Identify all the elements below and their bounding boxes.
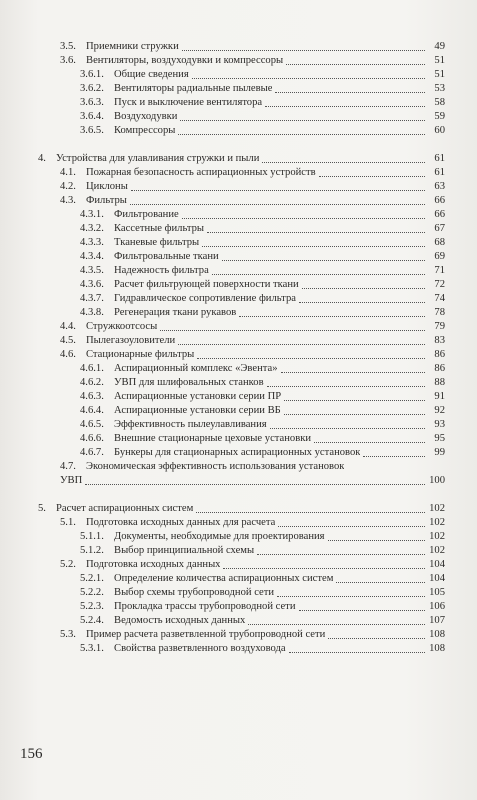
toc-entry-page: 78: [434, 307, 445, 318]
toc-entry-title: Регенерация ткани рукавов: [114, 307, 237, 318]
toc-leader: [328, 540, 425, 541]
toc-entry-title: Тканевые фильтры: [114, 237, 200, 248]
toc-entry-number: 4.3.4.: [80, 251, 104, 262]
toc-leader: [160, 330, 425, 331]
toc-entry-page: 108: [429, 643, 445, 654]
toc-entry-page: 108: [429, 629, 445, 640]
toc-leader: [299, 610, 425, 611]
toc-leader: [178, 134, 425, 135]
toc-entry: [0, 586, 477, 600]
toc-entry-title: Пылегазоуловители: [86, 335, 176, 346]
toc-leader: [319, 176, 425, 177]
toc-entry-page: 86: [434, 363, 445, 374]
toc-entry-title: УВП: [60, 475, 83, 486]
toc-entry: [0, 628, 477, 642]
toc-entry: [0, 502, 477, 516]
toc-leader: [281, 372, 425, 373]
toc-entry-page: 61: [434, 167, 445, 178]
toc-leader: [278, 526, 425, 527]
toc-entry-number: 5.: [38, 503, 46, 514]
toc-entry-number: 4.7.: [60, 461, 76, 472]
toc-entry-page: 99: [434, 447, 445, 458]
toc-entry-number: 5.1.1.: [80, 531, 104, 542]
toc-entry-page: 102: [429, 531, 445, 542]
toc-entry-page: 95: [434, 433, 445, 444]
toc-entry-page: 102: [429, 545, 445, 556]
toc-entry-page: 66: [434, 209, 445, 220]
toc-entry-title: Эффективность пылеулавливания: [114, 419, 267, 430]
toc-entry-page: 66: [434, 195, 445, 206]
toc-entry: [0, 320, 477, 334]
toc-entry-number: 4.6.1.: [80, 363, 104, 374]
toc-entry-page: 61: [434, 153, 445, 164]
toc-entry-page: 49: [434, 41, 445, 52]
toc-entry: [0, 124, 477, 138]
toc-entry-title: Документы, необходимые для проектирования: [114, 531, 325, 542]
toc-entry: [0, 614, 477, 628]
toc-entry-page: 88: [434, 377, 445, 388]
toc-entry-number: 3.6.3.: [80, 97, 104, 108]
toc-entry-title: Бункеры для стационарных аспирационных установок: [114, 447, 361, 458]
toc-entry: [0, 194, 477, 208]
toc-leader: [182, 218, 425, 219]
toc-entry-title: Стружкоотсосы: [86, 321, 158, 332]
toc-entry-page: 107: [429, 615, 445, 626]
toc-entry-page: 51: [434, 55, 445, 66]
toc-entry-number: 3.6.5.: [80, 125, 104, 136]
toc-leader: [196, 512, 425, 513]
toc-entry: [0, 96, 477, 110]
toc-entry-title: Выбор принципиальной схемы: [114, 545, 255, 556]
toc-entry-number: 4.1.: [60, 167, 76, 178]
toc-entry-page: 69: [434, 251, 445, 262]
toc-entry: [0, 390, 477, 404]
toc-entry-title: УВП для шлифовальных станков: [114, 377, 264, 388]
toc-entry-number: 4.3.8.: [80, 307, 104, 318]
toc-entry-number: 4.6.4.: [80, 405, 104, 416]
toc-entry: [0, 166, 477, 180]
toc-entry: [0, 404, 477, 418]
toc-entry-number: 4.3.: [60, 195, 76, 206]
toc-leader: [284, 414, 425, 415]
toc-entry: [0, 40, 477, 54]
toc-entry-title: Фильтрование: [114, 209, 179, 220]
toc-entry-page: 83: [434, 335, 445, 346]
toc-entry-number: 5.3.1.: [80, 643, 104, 654]
toc-entry-page: 93: [434, 419, 445, 430]
toc-entry-page: 79: [434, 321, 445, 332]
toc-entry: [0, 362, 477, 376]
toc-entry-number: 4.6.3.: [80, 391, 104, 402]
toc-entry-title: Воздуходувки: [114, 111, 178, 122]
toc-leader: [85, 484, 425, 485]
toc-entry: [0, 558, 477, 572]
toc-entry-title: Подготовка исходных данных: [86, 559, 221, 570]
toc-entry-title: Пожарная безопасность аспирационных устройств: [86, 167, 316, 178]
toc-entry-title: Приемники стружки: [86, 41, 179, 52]
toc-entry-title: Ведомость исходных данных: [114, 615, 246, 626]
toc-entry-number: 3.6.: [60, 55, 76, 66]
toc-leader: [178, 344, 425, 345]
toc-entry-title: Аспирационный комплекс «Эвента»: [114, 363, 278, 374]
toc-entry: [0, 54, 477, 68]
toc-entry-number: 4.2.: [60, 181, 76, 192]
toc-leader: [289, 652, 425, 653]
toc-entry-page: 106: [429, 601, 445, 612]
toc-entry: [0, 572, 477, 586]
toc-entry-number: 4.3.3.: [80, 237, 104, 248]
toc-leader: [192, 78, 425, 79]
toc-entry-number: 4.: [38, 153, 46, 164]
toc-entry-number: 4.4.: [60, 321, 76, 332]
toc-entry-title: Фильтры: [86, 195, 127, 206]
toc-entry: [0, 180, 477, 194]
toc-leader: [248, 624, 425, 625]
toc-entry-page: 63: [434, 181, 445, 192]
toc-entry-title: Устройства для улавливания стружки и пыли: [56, 153, 260, 164]
toc-entry-number: 4.6.7.: [80, 447, 104, 458]
toc-entry-number: 4.6.: [60, 349, 76, 360]
toc-entry: [0, 152, 477, 166]
toc-leader: [131, 190, 425, 191]
toc-entry-page: 102: [429, 517, 445, 528]
toc-entry-title: Аспирационные установки серии ВБ: [114, 405, 281, 416]
toc-entry-page: 60: [434, 125, 445, 136]
toc-entry: [0, 418, 477, 432]
toc-leader: [267, 386, 425, 387]
toc-entry-title: Пуск и выключение вентилятора: [114, 97, 263, 108]
toc-entry-page: 68: [434, 237, 445, 248]
toc-entry: [0, 474, 477, 488]
toc-leader: [180, 120, 425, 121]
toc-entry-title: Выбор схемы трубопроводной сети: [114, 587, 275, 598]
toc-entry: [0, 642, 477, 656]
toc-leader: [182, 50, 425, 51]
toc-entry-number: 5.2.2.: [80, 587, 104, 598]
toc-leader: [336, 582, 425, 583]
toc-entry-title: Аспирационные установки серии ПР: [114, 391, 282, 402]
toc-entry: [0, 530, 477, 544]
toc-entry-page: 59: [434, 111, 445, 122]
toc-entry: [0, 236, 477, 250]
toc-entry-number: 4.3.5.: [80, 265, 104, 276]
toc-entry-page: 100: [429, 475, 445, 486]
toc-entry-number: 3.5.: [60, 41, 76, 52]
toc-entry-number: 4.6.2.: [80, 377, 104, 388]
toc-entry-number: 4.3.1.: [80, 209, 104, 220]
toc-leader: [239, 316, 425, 317]
toc-leader: [314, 442, 425, 443]
toc-entry: [0, 544, 477, 558]
toc-entry: [0, 250, 477, 264]
toc-entry: [0, 208, 477, 222]
toc-entry-number: 5.2.1.: [80, 573, 104, 584]
toc-entry-number: 5.1.2.: [80, 545, 104, 556]
toc-entry-number: 4.6.6.: [80, 433, 104, 444]
toc-entry-number: 5.1.: [60, 517, 76, 528]
toc-entry-title: Свойства разветвленного воздуховода: [114, 643, 286, 654]
toc-entry-title: Расчет аспирационных систем: [56, 503, 194, 514]
toc-entry-title: Фильтровальные ткани: [114, 251, 219, 262]
toc-leader: [277, 596, 425, 597]
toc-leader: [363, 456, 425, 457]
toc-entry: [0, 446, 477, 460]
toc-entry-page: 74: [434, 293, 445, 304]
toc-entry-number: 3.6.4.: [80, 111, 104, 122]
toc-leader: [130, 204, 425, 205]
toc-entry-title: Прокладка трассы трубопроводной сети: [114, 601, 296, 612]
toc-entry: [0, 82, 477, 96]
toc-entry-title: Кассетные фильтры: [114, 223, 205, 234]
toc-entry: [0, 334, 477, 348]
toc-entry-number: 3.6.2.: [80, 83, 104, 94]
toc-entry: [0, 68, 477, 82]
toc-entry: [0, 432, 477, 446]
toc-entry-number: 5.3.: [60, 629, 76, 640]
toc-leader: [265, 106, 425, 107]
toc-entry: [0, 600, 477, 614]
toc-entry: [0, 306, 477, 320]
toc-entry: [0, 222, 477, 236]
toc-entry-title: Пример расчета разветвленной трубопроводной сети: [86, 629, 326, 640]
toc-entry-title: Надежность фильтра: [114, 265, 209, 276]
toc-entry: [0, 376, 477, 390]
toc-leader: [212, 274, 425, 275]
toc-entry-title: Вентиляторы радиальные пылевые: [114, 83, 273, 94]
toc-leader: [197, 358, 425, 359]
toc-entry-title: Подготовка исходных данных для расчета: [86, 517, 276, 528]
toc-leader: [299, 302, 425, 303]
toc-entry: [0, 460, 477, 474]
page-folio: 156: [20, 746, 43, 762]
toc-leader: [286, 64, 425, 65]
toc-entry-page: 72: [434, 279, 445, 290]
toc-entry-title: Компрессоры: [114, 125, 176, 136]
toc-leader: [275, 92, 425, 93]
toc-leader: [257, 554, 425, 555]
toc-entry: [0, 348, 477, 362]
toc-entry-page: 102: [429, 503, 445, 514]
toc-entry-number: 5.2.3.: [80, 601, 104, 612]
toc-entry: [0, 516, 477, 530]
toc-entry-title: Расчет фильтрующей поверхности ткани: [114, 279, 299, 290]
toc-leader: [202, 246, 425, 247]
toc-entry-number: 5.2.: [60, 559, 76, 570]
toc-entry-number: 4.3.6.: [80, 279, 104, 290]
toc-leader: [270, 428, 425, 429]
toc-entry-page: 104: [429, 559, 445, 570]
toc-entry-title: Стационарные фильтры: [86, 349, 195, 360]
toc-entry-number: 5.2.4.: [80, 615, 104, 626]
toc-entry-number: 4.6.5.: [80, 419, 104, 430]
toc-leader: [284, 400, 425, 401]
toc-entry-title: Циклоны: [86, 181, 128, 192]
toc-leader: [222, 260, 425, 261]
toc-leader: [262, 162, 425, 163]
toc-entry: [0, 110, 477, 124]
toc-entry-page: 105: [429, 587, 445, 598]
toc-entry-title: Экономическая эффективность использования установок: [86, 461, 345, 472]
toc-entry-number: 4.5.: [60, 335, 76, 346]
toc-entry-number: 4.3.2.: [80, 223, 104, 234]
toc-entry-title: Определение количества аспирационных систем: [114, 573, 334, 584]
toc-entry-page: 86: [434, 349, 445, 360]
toc-entry-page: 51: [434, 69, 445, 80]
toc-entry-title: Гидравлическое сопротивление фильтра: [114, 293, 296, 304]
toc-leader: [207, 232, 425, 233]
toc-entry-title: Внешние стационарные цеховые установки: [114, 433, 312, 444]
toc-entry-title: Общие сведения: [114, 69, 189, 80]
toc-entry-page: 67: [434, 223, 445, 234]
toc-entry-page: 53: [434, 83, 445, 94]
toc-entry-page: 92: [434, 405, 445, 416]
toc-entry: [0, 292, 477, 306]
toc-entry-number: 4.3.7.: [80, 293, 104, 304]
toc-leader: [223, 568, 425, 569]
toc-entry-title: Вентиляторы, воздуходувки и компрессоры: [86, 55, 284, 66]
toc-entry-number: 3.6.1.: [80, 69, 104, 80]
toc-entry-page: 71: [434, 265, 445, 276]
toc-entry-page: 58: [434, 97, 445, 108]
toc-entry: [0, 278, 477, 292]
toc-entry: [0, 264, 477, 278]
toc-leader: [328, 638, 425, 639]
toc-leader: [302, 288, 425, 289]
toc-entry-page: 104: [429, 573, 445, 584]
toc-entry-page: 91: [434, 391, 445, 402]
